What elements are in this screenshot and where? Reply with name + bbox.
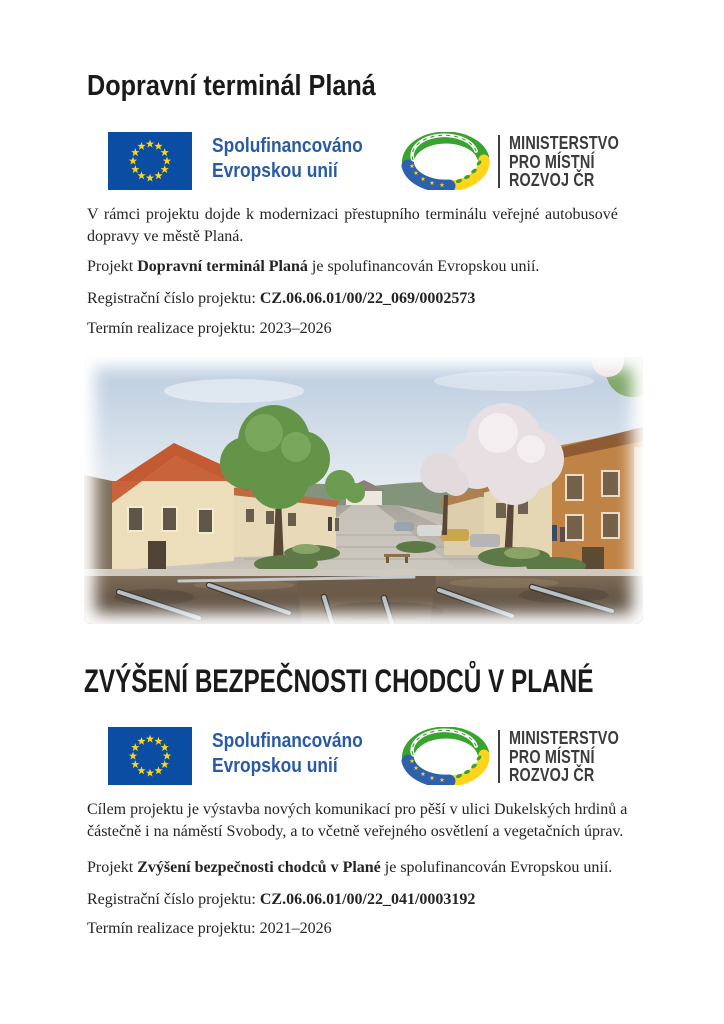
section2-registration-line (87, 889, 475, 911)
section2-term-line (87, 918, 332, 940)
ministry-label (509, 729, 619, 785)
eu-flag-icon (108, 727, 192, 785)
ministry-line3: ROZVOJ ČR (509, 765, 595, 785)
project-suffix: je spolufinancován Evropskou unií. (307, 258, 540, 275)
project-prefix: Projekt (87, 859, 138, 876)
section1-paragraph-line2: dopravy ve městě Planá. (87, 228, 244, 245)
section2-paragraph-line1: Cílem projektu je výstavba nových komunikací pro pěší v ulici Dukelských hrdinů a (87, 801, 628, 818)
street-render-image (84, 357, 643, 624)
funding-logos-row (0, 129, 724, 193)
project-prefix: Projekt (87, 258, 138, 275)
funding-logos-row-2 (0, 724, 724, 788)
registration-number: CZ.06.06.01/00/22_069/0002573 (259, 290, 476, 307)
term-label: Termín realizace projektu: (87, 320, 260, 337)
ministry-swirl-icon (399, 727, 493, 785)
registration-number: CZ.06.06.01/00/22_041/0003192 (259, 891, 476, 908)
ministry-line3: ROZVOJ ČR (509, 170, 595, 190)
ministry-line1: MINISTERSTVO (509, 728, 619, 748)
section1-registration-line (87, 288, 475, 310)
registration-label: Registrační číslo projektu: (87, 290, 260, 307)
eu-flag-icon (108, 132, 192, 190)
ministry-label (509, 134, 619, 190)
term-value: 2023–2026 (259, 320, 332, 337)
eu-cofunded-line1: Spolufinancováno (212, 730, 363, 752)
section1-financing-line (87, 256, 539, 278)
section2-title: ZVÝŠENÍ BEZPEČNOSTI CHODCŮ V PLANÉ (84, 663, 594, 699)
ministry-swirl-icon (399, 132, 493, 190)
project-visualization-figure (84, 357, 643, 624)
registration-label: Registrační číslo projektu: (87, 891, 260, 908)
term-value: 2021–2026 (259, 920, 332, 937)
section1-term-line (87, 318, 332, 340)
eu-cofunded-line2: Evropskou unií (212, 160, 338, 182)
ministry-line2: PRO MÍSTNÍ (509, 151, 595, 172)
ministry-divider (498, 730, 500, 783)
term-label: Termín realizace projektu: (87, 920, 260, 937)
eu-cofunded-label (212, 729, 363, 779)
eu-cofunded-label (212, 134, 363, 184)
section2-financing-line (87, 857, 612, 879)
ministry-line1: MINISTERSTVO (509, 133, 619, 153)
eu-cofunded-line2: Evropskou unií (212, 755, 338, 777)
eu-cofunded-line1: Spolufinancováno (212, 135, 363, 157)
section2-paragraph-line2: částečně i na náměstí Svobody, a to včetně veřejného osvětlení a vegetačních úprav. (87, 823, 624, 840)
ministry-divider (498, 135, 500, 188)
section1-paragraph-line1: V rámci projektu dojde k modernizaci přestupního terminálu veřejné autobusové (87, 206, 618, 223)
ministry-line2: PRO MÍSTNÍ (509, 746, 595, 767)
page-title: Dopravní terminál Planá (87, 70, 376, 102)
project-suffix: je spolufinancován Evropskou unií. (380, 859, 613, 876)
project-name: Dopravní terminál Planá (137, 258, 308, 275)
project-name: Zvýšení bezpečnosti chodců v Plané (137, 859, 381, 876)
